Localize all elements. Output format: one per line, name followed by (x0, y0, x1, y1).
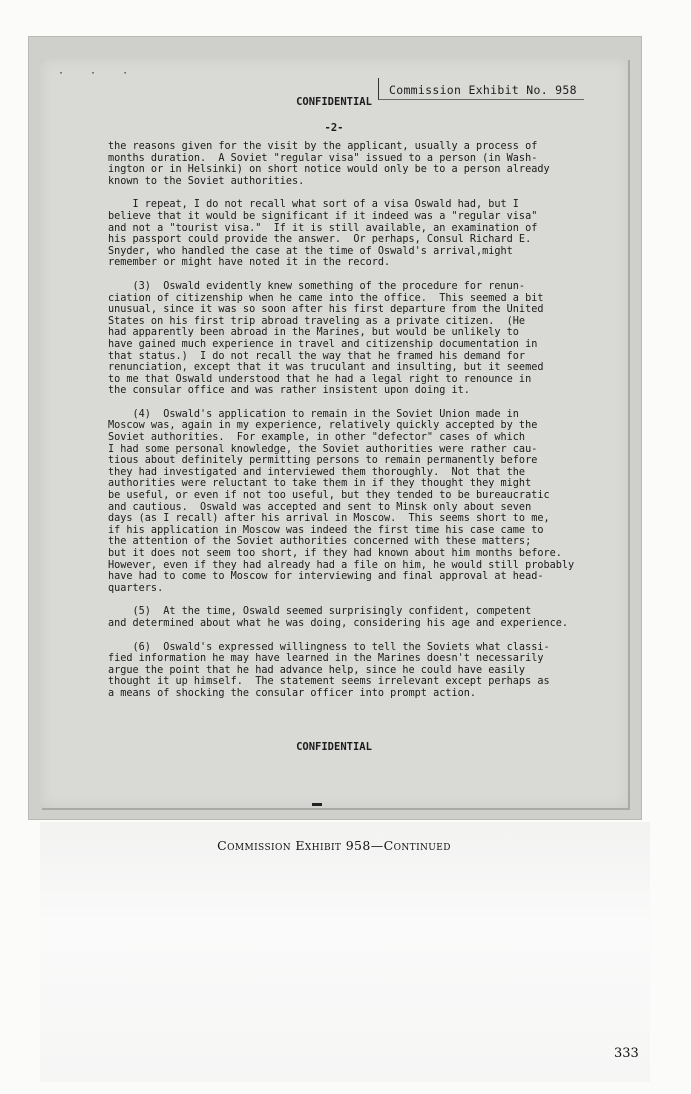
paragraph-6: (6) Oswald's expressed willingness to tell the Soviets what classi- fied information he may have learned in the Marines doesn't necessarily argue the point that he had advance help, since he could have easily thought it up himself. The statement seems irrelevant except perhaps as a means of shocking the consular officer into prompt action. (108, 641, 550, 699)
page-marker: -2- (324, 122, 344, 134)
bottom-mark (312, 803, 322, 806)
letter-body (108, 141, 575, 712)
paragraph-4: (4) Oswald's application to remain in the Soviet Union made in Moscow was, again in my experience, relatively quickly accepted by the Soviet authorities. For example, in other "defector" cases of which I had some personal knowledge, the Soviet authorities were rather cau- tious about definitely permitting persons to remain permanently before they had investigated and interviewed them thoroughly. Not that the authorities were reluctant to take them in if they thought they might be useful, or even if not too useful, but they tended to be bureaucratic and cautious. Oswald was accepted and sent to Minsk only about seven days (as I recall) after his arrival in Moscow. This seems short to me, if his application in Moscow was indeed the first time his case came to the attention of the Soviet authorities concerned with these matters; but it does not seem too short, if they had known about him months before. However, even if they had already had a file on him, he would still probably have had to come to Moscow for interviewing and final approval at head- quarters. (108, 408, 575, 594)
exhibit-label: Commission Exhibit No. 958 (378, 78, 584, 100)
exhibit-caption: Commission Exhibit 958—Continued (217, 838, 451, 853)
page-number: 333 (614, 1046, 639, 1061)
paragraph-3: (3) Oswald evidently knew something of the procedure for renun- ciation of citizenship when he came into the office. This seemed a bit unusual, since it was so soon after his first departure from the United States on his first trip abroad traveling as a private citizen. (He had apparently been abroad in the Marines, but would be unlikely to have gained much experience in travel and citizenship documentation in that status.) I do not recall the way that he framed his demand for renunciation, except that it was truculant and insulting, but it seemed to me that Oswald understood that he had a legal right to renounce in the consular office and was rather insistent upon doing it. (108, 280, 544, 397)
confidential-footer: CONFIDENTIAL (296, 741, 372, 753)
confidential-header: CONFIDENTIAL (296, 96, 372, 108)
page-margin (40, 822, 650, 1082)
paragraph-2: I repeat, I do not recall what sort of a visa Oswald had, but I believe that it would be significant if it indeed was a "regular visa" and not a "tourist visa." If it is still available, an examination of his passport could provide the answer. Or perhaps, Consul Richard E. Snyder, who handled the case at the time of Oswald's arrival,might remember or might have noted it in the record. (108, 199, 538, 269)
paragraph-5: (5) At the time, Oswald seemed surprisingly confident, competent and determined about what he was doing, considering his age and experience. (108, 606, 569, 629)
stray-marks: · · · (58, 68, 139, 79)
paragraph-1: the reasons given for the visit by the applicant, usually a process of months duration. A Soviet "regular visa" issued to a person (in Wash- ington or in Helsinki) on short notice would only be to a person already known to the Soviet authorities. (108, 141, 550, 187)
